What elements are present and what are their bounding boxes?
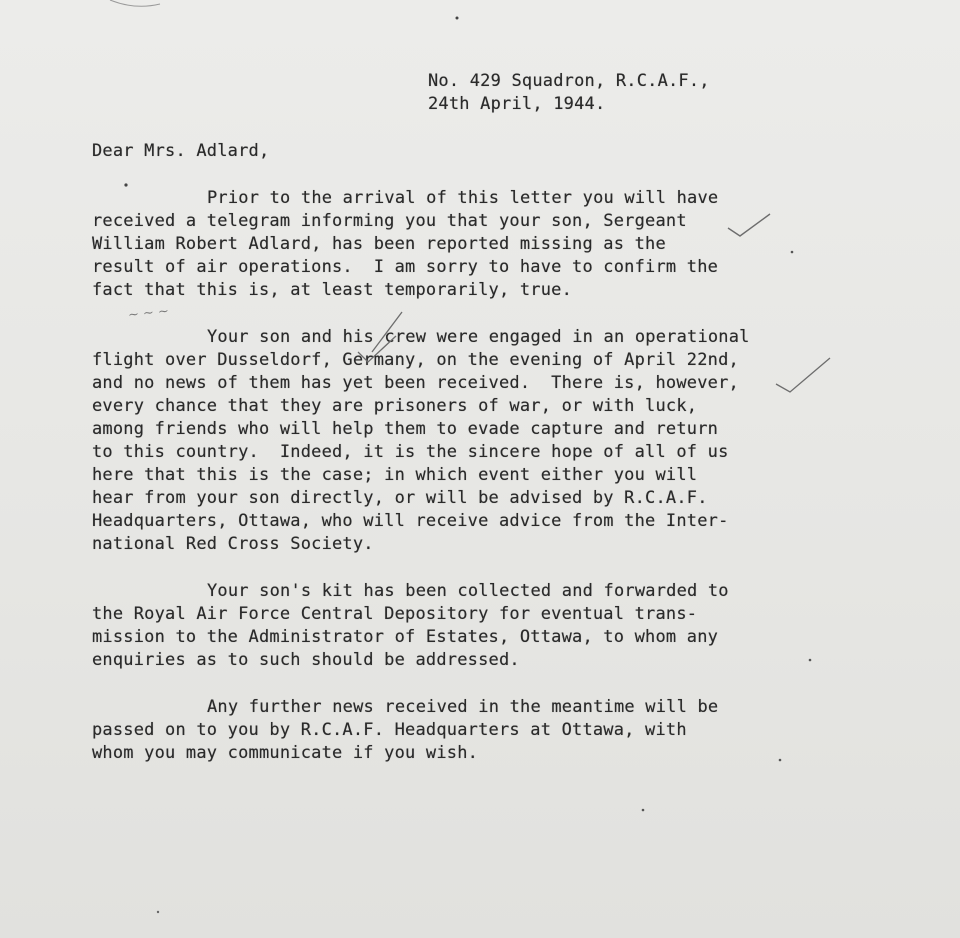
paragraph-line: and no news of them has yet been received. There is, however,	[92, 373, 739, 393]
paragraph-line: enquiries as to such should be addressed.	[92, 650, 520, 670]
paragraph-line: Headquarters, Ottawa, who will receive advice from the Inter-	[92, 511, 729, 531]
paragraph-line: the Royal Air Force Central Depository for eventual trans-	[92, 604, 698, 624]
paragraph-line: mission to the Administrator of Estates, Ottawa, to whom any	[92, 627, 719, 647]
paragraph-line: William Robert Adlard, has been reported missing as the	[92, 234, 666, 254]
paragraph-line: national Red Cross Society.	[92, 534, 374, 554]
paragraph-line: fact that this is, at least temporarily, true.	[92, 280, 573, 300]
paragraph-line: to this country. Indeed, it is the sincere hope of all of us	[92, 442, 729, 462]
paragraph-line: passed on to you by R.C.A.F. Headquarters at Ottawa, with	[92, 720, 687, 740]
pencil-scribble: ~ ~ ~	[127, 303, 170, 324]
paragraph-line: Prior to the arrival of this letter you will have	[207, 188, 719, 208]
paragraph-line: every chance that they are prisoners of war, or with luck,	[92, 396, 698, 416]
squadron-line: No. 429 Squadron, R.C.A.F.,	[428, 71, 710, 91]
paragraph-line: Your son and his crew were engaged in an operational	[207, 327, 750, 347]
paragraph-line: among friends who will help them to evade capture and return	[92, 419, 719, 439]
paragraph-line: Your son's kit has been collected and forwarded to	[207, 581, 729, 601]
salutation: Dear Mrs. Adlard,	[92, 141, 270, 161]
paragraph-line: result of air operations. I am sorry to have to confirm the	[92, 257, 719, 277]
paragraph-line: here that this is the case; in which event either you will	[92, 465, 698, 485]
paragraph-line: Any further news received in the meantime will be	[207, 697, 719, 717]
paragraph-line: whom you may communicate if you wish.	[92, 743, 479, 763]
paragraph-line: flight over Dusseldorf, Germany, on the evening of April 22nd,	[92, 350, 739, 370]
paragraph-line: received a telegram informing you that your son, Sergeant	[92, 211, 687, 231]
paragraph-line: hear from your son directly, or will be advised by R.C.A.F.	[92, 488, 708, 508]
letter-date: 24th April, 1944.	[428, 94, 606, 114]
